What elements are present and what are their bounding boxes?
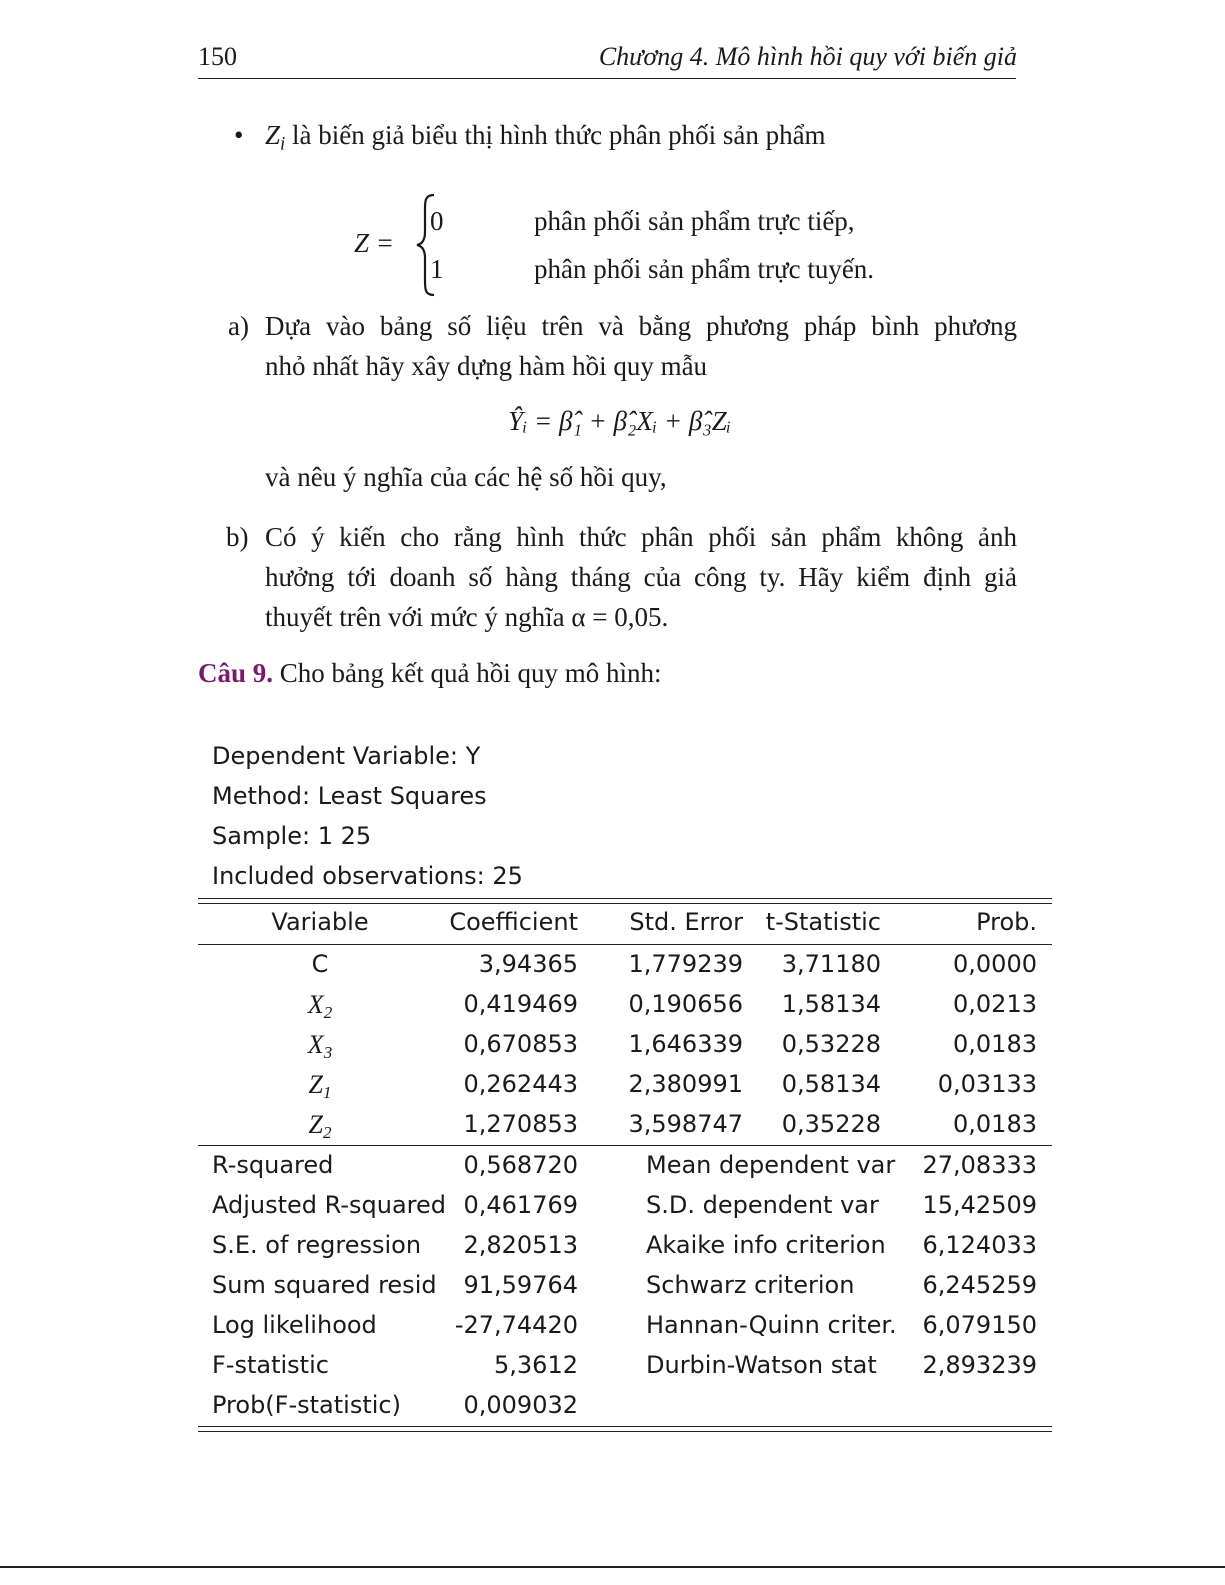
row-2-se: 1,646339: [628, 1030, 743, 1058]
bullet-var: Z: [265, 120, 281, 150]
row-3-t: 0,58134: [781, 1070, 881, 1098]
row-4-t: 0,35228: [781, 1110, 881, 1138]
col-header-prob: Prob.: [976, 908, 1037, 936]
row-3-variable: [240, 1070, 400, 1103]
row-0-variable: [240, 950, 400, 978]
table-header-rule: [198, 944, 1052, 945]
col-header-coefficient: Coefficient: [449, 908, 578, 936]
page-bottom-rule: [0, 1566, 1225, 1568]
meta-dependent: Dependent Variable: Y: [212, 742, 481, 770]
regression-equation: Ŷᵢ = β̂₁ + β̂₂Xᵢ + β̂₃Zᵢ: [508, 406, 732, 436]
meta-sample: Sample: 1 25: [212, 822, 372, 850]
question-label: Câu 9.: [198, 658, 274, 688]
stat-5-right-label: Durbin-Watson stat: [646, 1351, 877, 1379]
part-a-label: a): [228, 311, 249, 341]
col-header-std-error: Std. Error: [629, 908, 743, 936]
part-b-label: b): [226, 522, 249, 552]
case-0-meaning: phân phối sản phẩm trực tiếp,: [534, 206, 855, 236]
row-1-coef: 0,419469: [463, 990, 578, 1018]
stat-3-value: 91,59764: [463, 1271, 578, 1299]
row-0-p: 0,0000: [953, 950, 1037, 978]
bullet-description: là biến giả biểu thị hình thức phân phối sản phẩm: [285, 120, 826, 150]
bullet-text: [265, 120, 826, 156]
row-2-p: 0,0183: [953, 1030, 1037, 1058]
row-2-var: X: [307, 1030, 324, 1059]
stat-4-right-value: 6,079150: [922, 1311, 1037, 1339]
row-3-sub: 1: [322, 1083, 332, 1103]
case-1-meaning: phân phối sản phẩm trực tuyến.: [534, 254, 875, 284]
row-2-t: 0,53228: [781, 1030, 881, 1058]
piecewise-lhs: Z =: [354, 228, 394, 258]
row-4-coef: 1,270853: [463, 1110, 578, 1138]
case-0-value: 0: [430, 206, 444, 236]
part-b-line3: thuyết trên với mức ý nghĩa α = 0,05.: [265, 602, 669, 632]
meta-observations: Included observations: 25: [212, 862, 523, 890]
part-a-line3: và nêu ý nghĩa của các hệ số hồi quy,: [265, 462, 667, 492]
row-4-p: 0,0183: [953, 1110, 1037, 1138]
row-3-p: 0,03133: [937, 1070, 1037, 1098]
stat-4-right-label: Hannan-Quinn criter.: [646, 1311, 897, 1339]
row-1-variable: [240, 990, 400, 1023]
stat-1-right-label: S.D. dependent var: [646, 1191, 879, 1219]
bullet-symbol: •: [234, 120, 244, 150]
table-top-rule-1: [198, 898, 1052, 899]
row-2-variable: [240, 1030, 400, 1063]
question-9: [198, 658, 661, 689]
stat-4-value: -27,74420: [454, 1311, 578, 1339]
header-rule: [198, 78, 1016, 79]
row-1-var: X: [307, 990, 324, 1019]
stat-1-value: 0,461769: [463, 1191, 578, 1219]
question-text: Cho bảng kết quả hồi quy mô hình:: [279, 658, 662, 688]
part-b-line1: Có ý kiến cho rằng hình thức phân phối sản phẩm không ảnh: [265, 522, 1017, 552]
col-header-variable: Variable: [271, 908, 369, 936]
stat-6-value: 0,009032: [463, 1391, 578, 1419]
stat-2-value: 2,820513: [463, 1231, 578, 1259]
stat-5-value: 5,3612: [494, 1351, 578, 1379]
row-2-coef: 0,670853: [463, 1030, 578, 1058]
row-0-se: 1,779239: [628, 950, 743, 978]
running-head: Chương 4. Mô hình hồi quy với biến giả: [598, 42, 1017, 71]
row-0-t: 3,71180: [781, 950, 881, 978]
row-3-var: Z: [308, 1070, 323, 1099]
row-1-sub: 2: [323, 1003, 333, 1023]
row-1-t: 1,58134: [781, 990, 881, 1018]
col-header-t-statistic: t-Statistic: [765, 908, 881, 936]
stat-5-label: F-statistic: [212, 1351, 329, 1379]
stat-4-label: Log likelihood: [212, 1311, 377, 1339]
table-top-rule-2: [198, 903, 1052, 904]
meta-method: Method: Least Squares: [212, 782, 487, 810]
row-4-variable: [240, 1110, 400, 1143]
row-2-sub: 3: [323, 1043, 333, 1063]
stat-6-label: Prob(F-statistic): [212, 1391, 401, 1419]
table-mid-rule: [198, 1145, 1052, 1146]
row-4-sub: 2: [322, 1123, 332, 1143]
table-bottom-rule-2: [198, 1431, 1052, 1432]
row-3-coef: 0,262443: [463, 1070, 578, 1098]
row-0-coef: 3,94365: [478, 950, 578, 978]
part-a-line2: nhỏ nhất hãy xây dựng hàm hồi quy mẫu: [265, 351, 708, 381]
row-1-se: 0,190656: [628, 990, 743, 1018]
stat-0-value: 0,568720: [463, 1151, 578, 1179]
stat-3-right-label: Schwarz criterion: [646, 1271, 855, 1299]
stat-0-right-label: Mean dependent var: [646, 1151, 896, 1179]
case-1-value: 1: [430, 254, 444, 284]
stat-1-right-value: 15,42509: [922, 1191, 1037, 1219]
table-bottom-rule-1: [198, 1426, 1052, 1427]
stat-2-right-label: Akaike info criterion: [646, 1231, 886, 1259]
stat-0-right-value: 27,08333: [922, 1151, 1037, 1179]
stat-0-label: R-squared: [212, 1151, 334, 1179]
part-a-line1: Dựa vào bảng số liệu trên và bằng phương pháp bình phương: [265, 311, 1017, 341]
bullet-var-sub: i: [280, 133, 286, 155]
stat-1-label: Adjusted R-squared: [212, 1191, 447, 1219]
row-4-var: Z: [308, 1110, 323, 1139]
stat-3-right-value: 6,245259: [922, 1271, 1037, 1299]
stat-2-right-value: 6,124033: [922, 1231, 1037, 1259]
row-3-se: 2,380991: [628, 1070, 743, 1098]
stat-3-label: Sum squared resid: [212, 1271, 437, 1299]
stat-2-label: S.E. of regression: [212, 1231, 422, 1259]
stat-5-right-value: 2,893239: [922, 1351, 1037, 1379]
row-4-se: 3,598747: [628, 1110, 743, 1138]
part-b-line2: hưởng tới doanh số hàng tháng của công ty. Hãy kiểm định giả: [265, 562, 1017, 592]
page-number: 150: [198, 42, 237, 71]
row-0-var: C: [311, 950, 329, 978]
row-1-p: 0,0213: [953, 990, 1037, 1018]
